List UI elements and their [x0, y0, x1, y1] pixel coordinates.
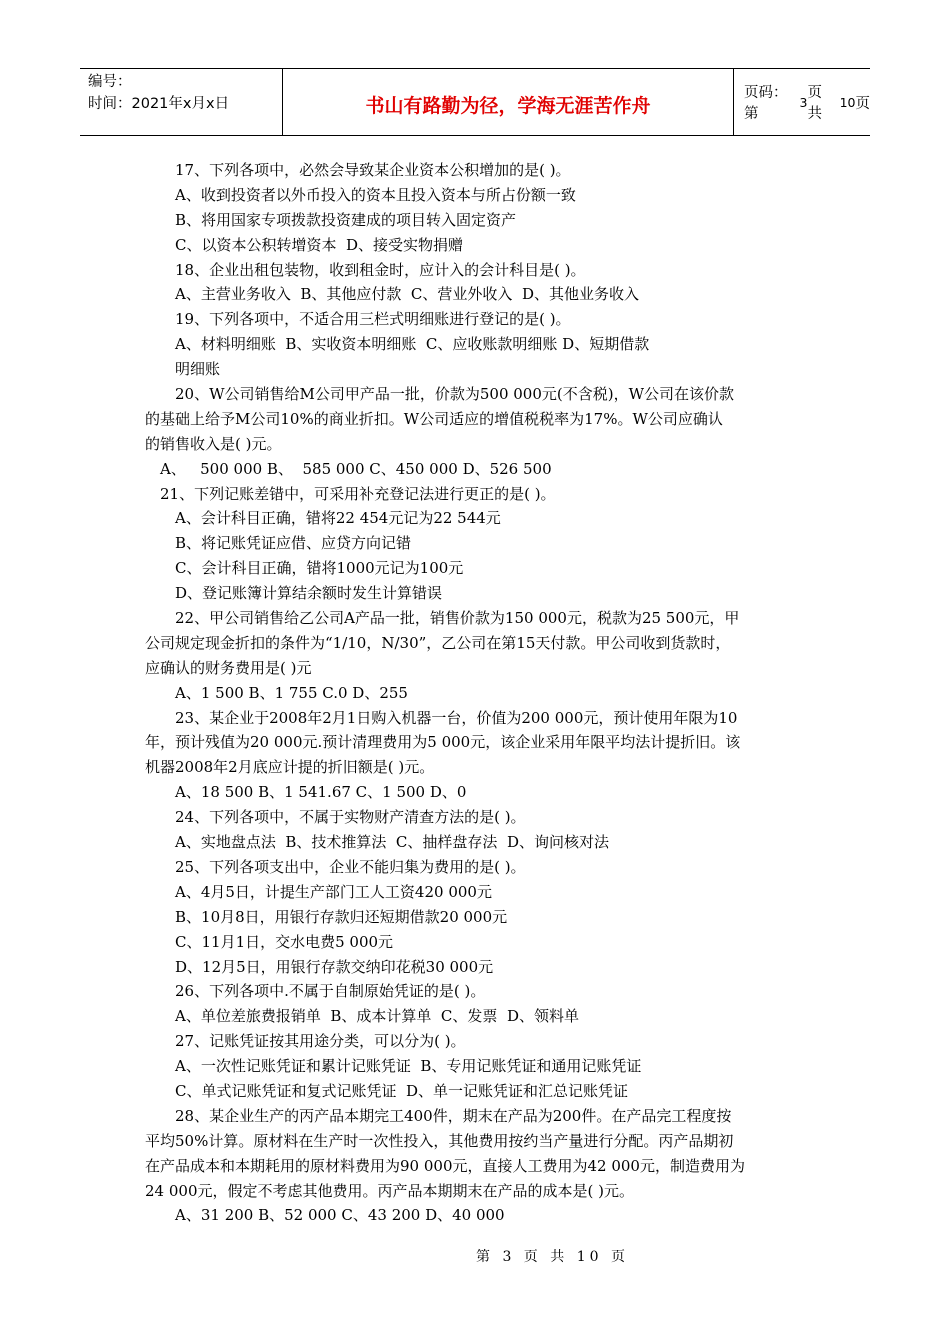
header-page-info	[734, 69, 870, 135]
text-line: 24、下列各项中，不属于实物财产清查方法的是( )。	[175, 808, 526, 827]
text-line: A、会计科目正确，错将22 454元记为22 544元	[175, 509, 501, 528]
header-page-suffix: 页	[855, 95, 870, 112]
header-page-prefix: 页码：第	[744, 85, 788, 122]
text-line: 26、下列各项中.不属于自制原始凭证的是( )。	[175, 982, 486, 1001]
text-line: 机器2008年2月底应计提的折旧额是( )元。	[145, 758, 435, 777]
text-line: A、实地盘点法 B、技术推算法 C、抽样盘存法 D、询问核对法	[175, 833, 609, 852]
header-meta	[80, 69, 282, 135]
text-line: C、11月1日，交水电费5 000元	[175, 932, 394, 951]
header-code-label: 编号：	[88, 74, 132, 90]
text-line: 的销售收入是( )元。	[145, 434, 282, 453]
text-line: 23、某企业于2008年2月1日购入机器一台，价值为200 000元，预计使用年限为10	[175, 708, 738, 727]
header-page-number: 3	[799, 94, 808, 110]
text-line: D、12月5日，用银行存款交纳印花税30 000元	[175, 957, 494, 976]
text-line: A、18 500 B、1 541.67 C、1 500 D、0	[175, 783, 467, 802]
text-line: 应确认的财务费用是( )元	[145, 658, 312, 677]
text-line: A、收到投资者以外币投入的资本且投入资本与所占份额一致	[175, 185, 576, 204]
text-line: 20、W公司销售给M公司甲产品一批，价款为500 000元(不含税)，W公司在该价款	[175, 385, 735, 404]
text-line: B、10月8日，用银行存款归还短期借款20 000元	[175, 907, 508, 926]
header-date-label: 时间：2021年x月x日	[88, 96, 230, 112]
text-line: 22、甲公司销售给乙公司A产品一批，销售价款为150 000元，税款为25 500元，甲	[175, 609, 740, 628]
header-page-mid: 页 共	[807, 85, 822, 122]
text-line: A、1 500 B、1 755 C.0 D、255	[175, 683, 408, 702]
text-line: A、一次性记账凭证和累计记账凭证 B、专用记账凭证和通用记账凭证	[175, 1057, 642, 1076]
text-line: 的基础上给予M公司10%的商业折扣。W公司适应的增值税税率为17%。W公司应确认	[145, 409, 723, 428]
text-line: A、 500 000 B、 585 000 C、450 000 D、526 500	[160, 459, 552, 478]
text-line: A、31 200 B、52 000 C、43 200 D、40 000	[175, 1206, 505, 1225]
text-line: C、以资本公积转增资本 D、接受实物捐赠	[175, 235, 464, 254]
text-line: 18、企业出租包装物，收到租金时，应计入的会计科目是( )。	[175, 260, 586, 279]
text-line: B、将用国家专项拨款投资建成的项目转入固定资产	[175, 210, 517, 229]
text-line: 公司规定现金折扣的条件为“1/10，N/30”，乙公司在第15天付款。甲公司收到货款时，	[145, 633, 731, 652]
text-line: 21、下列记账差错中，可采用补充登记法进行更正的是( )。	[160, 484, 556, 503]
text-line: 在产品成本和本期耗用的原材料费用为90 000元，直接人工费用为42 000元，制造费用为	[145, 1156, 745, 1175]
text-line: 平均50%计算。原材料在生产时一次性投入，其他费用按约当产量进行分配。丙产品期初	[145, 1131, 734, 1150]
text-line: 年，预计残值为20 000元.预计清理费用为5 000元，该企业采用年限平均法计提折旧。该	[145, 733, 741, 752]
header-page-total: 10	[839, 94, 856, 110]
text-line: A、单位差旅费报销单 B、成本计算单 C、发票 D、领料单	[175, 1007, 579, 1026]
text-line: 19、下列各项中，不适合用三栏式明细账进行登记的是( )。	[175, 310, 571, 329]
text-line: C、会计科目正确，错将1000元记为100元	[175, 559, 464, 578]
document-body	[145, 158, 813, 1228]
text-line: 明细账	[175, 360, 221, 379]
text-line: A、材料明细账 B、实收资本明细账 C、应收账款明细账 D、短期借款	[175, 335, 650, 354]
text-line: D、登记账簿计算结余额时发生计算错误	[175, 584, 443, 603]
text-line: B、将记账凭证应借、应贷方向记错	[175, 534, 412, 553]
header-motto: 书山有路勤为径，学海无涯苦作舟	[282, 69, 734, 135]
text-line: 28、某企业生产的丙产品本期完工400件，期末在产品为200件。在产品完工程度按	[175, 1106, 732, 1125]
text-line: 24 000元，假定不考虑其他费用。丙产品本期期末在产品的成本是( )元。	[145, 1181, 634, 1200]
text-line: 17、下列各项中，必然会导致某企业资本公积增加的是( )。	[175, 161, 571, 179]
text-line: A、主营业务收入 B、其他应付款 C、营业外收入 D、其他业务收入	[175, 285, 639, 304]
page-header	[80, 68, 870, 136]
page-footer: 第 3 页 共 10 页	[476, 1249, 629, 1265]
text-line: C、单式记账凭证和复式记账凭证 D、单一记账凭证和汇总记账凭证	[175, 1081, 629, 1100]
text-line: A、4月5日，计提生产部门工人工资420 000元	[175, 882, 492, 901]
text-line: 27、记账凭证按其用途分类，可以分为( )。	[175, 1032, 466, 1051]
text-line: 25、下列各项支出中，企业不能归集为费用的是( )。	[175, 857, 526, 876]
